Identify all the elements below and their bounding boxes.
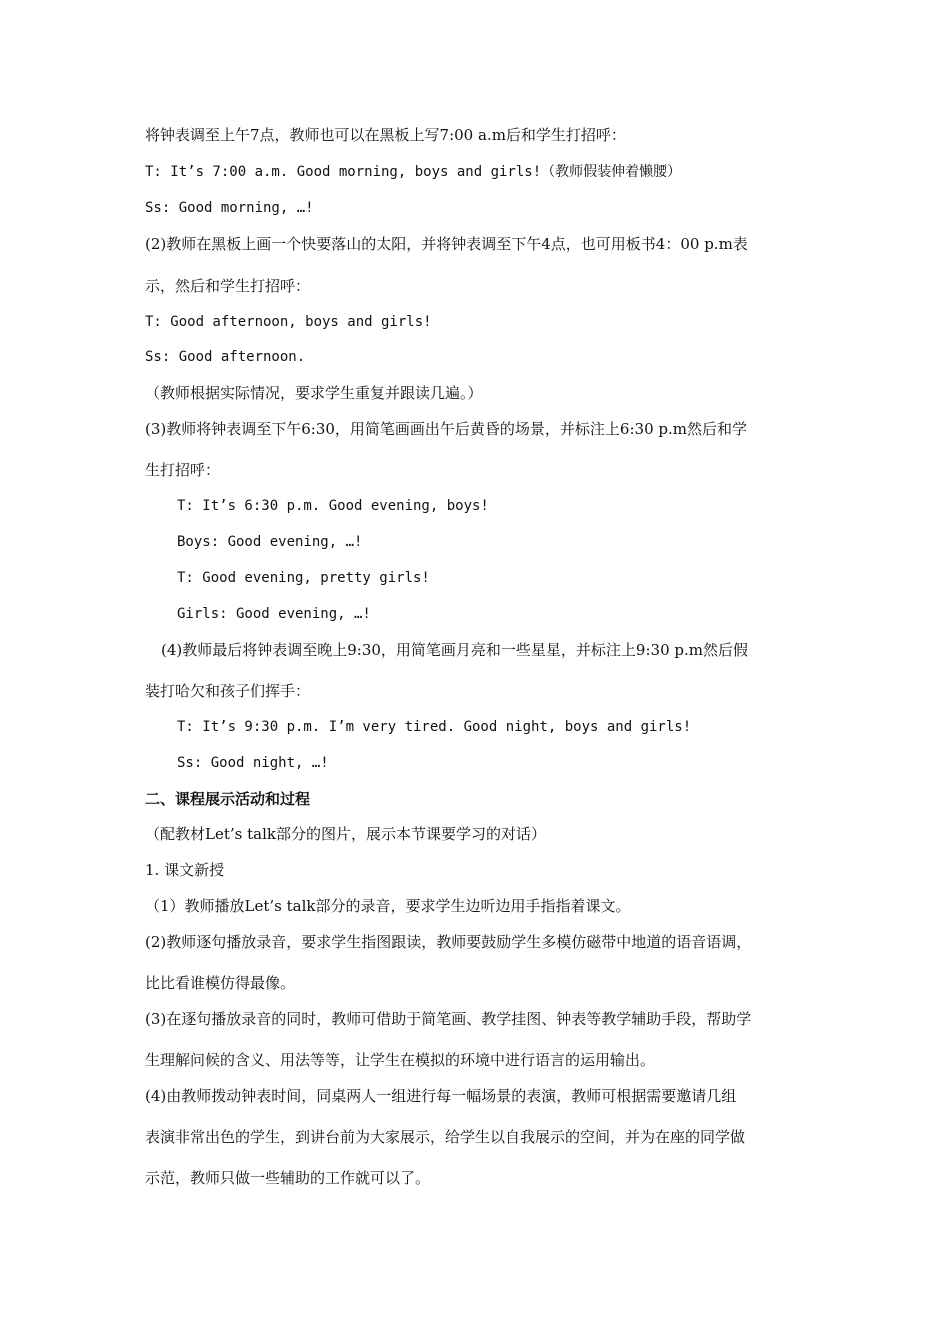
text-line-29: 示范，教师只做一些辅助的工作就可以了。 xyxy=(145,1169,431,1187)
text-line-3: Ss: Good morning, …! xyxy=(145,200,314,216)
text-line-14: Girls: Good evening, …! xyxy=(177,606,371,622)
text-line-21: 1. 课文新授 xyxy=(145,861,225,879)
text-line-18: Ss: Good night, …! xyxy=(177,755,329,771)
text-line-12: Boys: Good evening, …! xyxy=(177,534,363,550)
text-line-24: 比比看谁模仿得最像。 xyxy=(145,974,296,992)
text-line-6: T: Good afternoon, boys and girls! xyxy=(145,314,432,330)
text-line-10: 生打招呼： xyxy=(145,461,221,479)
text-line-20: （配教材Let’s talk部分的图片，展示本节课要学习的对话） xyxy=(145,825,546,843)
text-line-22: （1）教师播放Let’s talk部分的录音，要求学生边听边用手指指着课文。 xyxy=(145,897,631,915)
text-line-26: 生理解问候的含义、用法等等，让学生在模拟的环境中进行语言的运用输出。 xyxy=(145,1051,656,1069)
text-line-28: 表演非常出色的学生，到讲台前为大家展示，给学生以自我展示的空间，并为在座的同学做 xyxy=(145,1128,746,1146)
text-line-23: (2)教师逐句播放录音，要求学生指图跟读，教师要鼓励学生多模仿磁带中地道的语音语调， xyxy=(145,933,752,951)
text-line-25: (3)在逐句播放录音的同时，教师可借助于简笔画、教学挂图、钟表等教学辅助手段，帮助学 xyxy=(145,1010,752,1028)
text-line-2: T: It’s 7:00 a.m. Good morning, boys and girls!（教师假装伸着懒腰） xyxy=(145,164,682,180)
text-line-4: (2)教师在黑板上画一个快要落山的太阳，并将钟表调至下午4点，也可用板书4：00 p.m表 xyxy=(145,235,748,253)
text-line-9: (3)教师将钟表调至下午6:30，用简笔画画出午后黄昏的场景，并标注上6:30 p.m然后和学 xyxy=(145,420,747,438)
text-line-7: Ss: Good afternoon. xyxy=(145,349,306,365)
section-heading: 二、课程展示活动和过程 xyxy=(145,790,311,808)
text-line-8: （教师根据实际情况，要求学生重复并跟读几遍。） xyxy=(145,384,483,402)
text-line-11: T: It’s 6:30 p.m. Good evening, boys! xyxy=(177,498,489,514)
text-line-27: (4)由教师拨动钟表时间，同桌两人一组进行每一幅场景的表演，教师可根据需要邀请几组 xyxy=(145,1087,737,1105)
text-line-5: 示，然后和学生打招呼： xyxy=(145,277,311,295)
text-line-13: T: Good evening, pretty girls! xyxy=(177,570,430,586)
text-line-1: 将钟表调至上午7点，教师也可以在黑板上写7:00 a.m后和学生打招呼： xyxy=(145,126,626,144)
text-line-15: (4)教师最后将钟表调至晚上9:30，用简笔画月亮和一些星星，并标注上9:30 p.m然后假 xyxy=(161,641,748,659)
text-line-16: 装打哈欠和孩子们挥手： xyxy=(145,682,311,700)
text-line-17: T: It’s 9:30 p.m. I’m very tired. Good night, boys and girls! xyxy=(177,719,692,735)
